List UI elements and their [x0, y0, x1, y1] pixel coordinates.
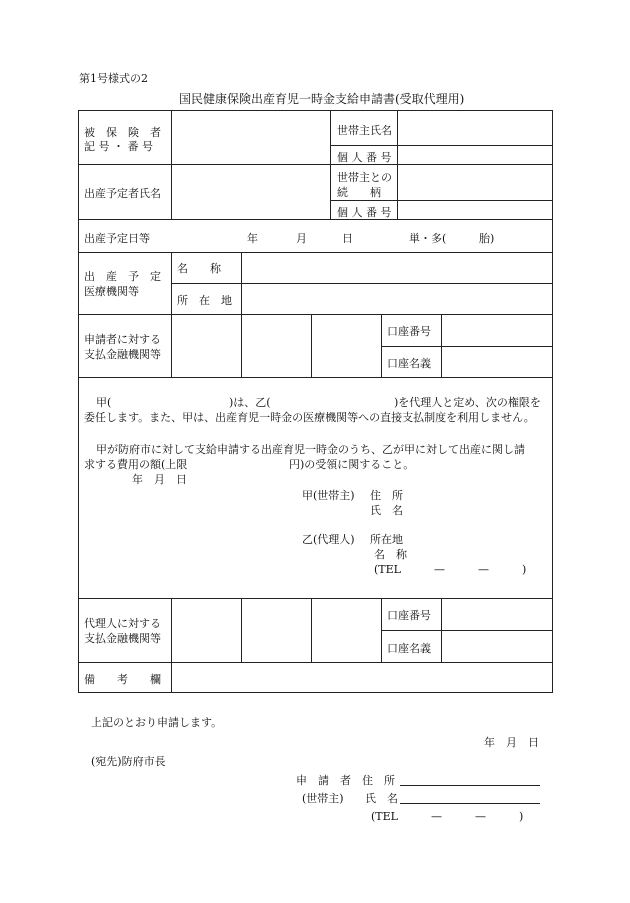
agent-bank-branch-field[interactable]	[242, 599, 311, 662]
due-date-field[interactable]	[172, 220, 552, 252]
agent-account-type-field[interactable]	[312, 599, 381, 662]
party-a-label: 甲(世帯主)	[302, 489, 355, 502]
agent-bank-label-line2: 支払金融機関等	[84, 632, 161, 645]
relation-label-line2: 続 柄	[337, 186, 381, 199]
insured-label-line1: 被 保 険 者	[84, 126, 161, 139]
account-number-field-2[interactable]	[442, 599, 552, 630]
party-a-address-field[interactable]	[412, 485, 547, 501]
agreement-date: 年 月 日	[132, 473, 187, 486]
personal-number-field-2[interactable]	[398, 201, 552, 219]
agreement-principal-open: 甲(	[96, 396, 112, 409]
household-head-name-field[interactable]	[398, 111, 552, 145]
due-month-label: 月	[296, 232, 307, 245]
facility-address-field[interactable]	[242, 284, 552, 314]
applicant-bank-label-line1: 申請者に対する	[84, 333, 161, 346]
due-day-label: 日	[342, 232, 353, 245]
account-holder-label-1: 口座名義	[387, 357, 431, 370]
household-head-name-label: 世帯主氏名	[337, 124, 392, 137]
agreement-agent-open: )は、乙(	[229, 396, 271, 409]
agent-bank-label-line1: 代理人に対する	[84, 617, 161, 630]
max-amount-field[interactable]	[196, 454, 286, 470]
applicant-name-line	[400, 803, 540, 804]
account-number-label-2: 口座番号	[387, 609, 431, 622]
agreement-para2-line2b: 円)の受領に関すること。	[289, 458, 415, 471]
relation-field[interactable]	[398, 165, 552, 200]
party-b-entity-name-label: 名 称	[374, 548, 407, 561]
due-year-label: 年	[247, 232, 258, 245]
applicant-bank-branch-field[interactable]	[242, 315, 311, 377]
remarks-label: 備 考 欄	[84, 673, 161, 686]
facility-name-label: 名 称	[177, 262, 221, 275]
insured-number-field[interactable]	[172, 111, 330, 164]
principal-name-field[interactable]	[118, 392, 226, 408]
insured-label-line2: 記 号 ・ 番 号	[84, 140, 153, 153]
application-date: 年 月 日	[484, 736, 539, 749]
fetus-count-label: 胎)	[479, 232, 495, 245]
party-b-location-label: 所在地	[370, 533, 403, 546]
account-number-label-1: 口座番号	[387, 325, 431, 338]
applicant-address-label: 申 請 者 住 所	[296, 774, 395, 787]
applicant-bank-name-field[interactable]	[172, 315, 241, 377]
agreement-para2-line2a: 求する費用の額(上限	[84, 458, 188, 471]
account-holder-field-2[interactable]	[442, 631, 552, 662]
applicant-name-label: 氏 名	[365, 792, 398, 805]
agent-name-field[interactable]	[286, 392, 392, 408]
remarks-field[interactable]	[172, 663, 552, 692]
applicant-address-field[interactable]	[400, 770, 540, 785]
party-b-tel[interactable]: (TEL — — )	[374, 563, 527, 576]
applicant-bank-label-line2: 支払金融機関等	[84, 348, 161, 361]
party-a-name-field[interactable]	[412, 500, 547, 516]
form-number: 第1号様式の2	[79, 72, 148, 85]
personal-number-field-1[interactable]	[398, 146, 552, 164]
agreement-para2-line1: 甲が防府市に対して支給申請する出産育児一時金のうち、乙が甲に対して出産に関し請	[96, 443, 525, 456]
expectant-name-field[interactable]	[172, 165, 330, 219]
personal-number-label-1: 個 人 番 号	[337, 151, 392, 164]
addressee: (宛先)防府市長	[91, 755, 166, 768]
applicant-address-line	[400, 785, 540, 786]
due-date-label: 出産予定日等	[84, 232, 150, 245]
facility-name-field[interactable]	[242, 253, 552, 283]
party-a-name-label: 氏 名	[370, 504, 403, 517]
agreement-line2: 委任します。また、甲は、出産育児一時金の医療機関等への直接支払制度を利用しません。	[84, 411, 535, 424]
applicant-name-field[interactable]	[400, 788, 540, 803]
application-statement: 上記のとおり申請します。	[91, 716, 223, 729]
form-title: 国民健康保険出産育児一時金支給申請書(受取代理用)	[179, 92, 465, 106]
personal-number-label-2: 個 人 番 号	[337, 206, 392, 219]
birth-type-label: 単・多(	[409, 232, 447, 245]
facility-address-label: 所 在 地	[177, 294, 232, 307]
facility-label-line2: 医療機関等	[84, 285, 139, 298]
relation-label-line1: 世帯主との	[337, 171, 392, 184]
account-holder-field-1[interactable]	[442, 347, 552, 377]
applicant-tel[interactable]: (TEL — — )	[371, 810, 524, 823]
expectant-name-label: 出産予定者氏名	[84, 187, 161, 200]
party-b-location-field[interactable]	[412, 529, 547, 545]
agent-bank-name-field[interactable]	[172, 599, 241, 662]
account-holder-label-2: 口座名義	[387, 642, 431, 655]
account-number-field-1[interactable]	[442, 315, 552, 346]
agreement-delegation-text: )を代理人と定め、次の権限を	[394, 396, 541, 409]
party-b-entity-name-field[interactable]	[412, 544, 547, 560]
household-head-label: (世帯主)	[302, 792, 344, 805]
facility-label-line1: 出 産 予 定	[84, 270, 161, 283]
applicant-account-type-field[interactable]	[312, 315, 381, 377]
party-a-address-label: 住 所	[370, 489, 403, 502]
party-b-label: 乙(代理人)	[302, 533, 355, 546]
